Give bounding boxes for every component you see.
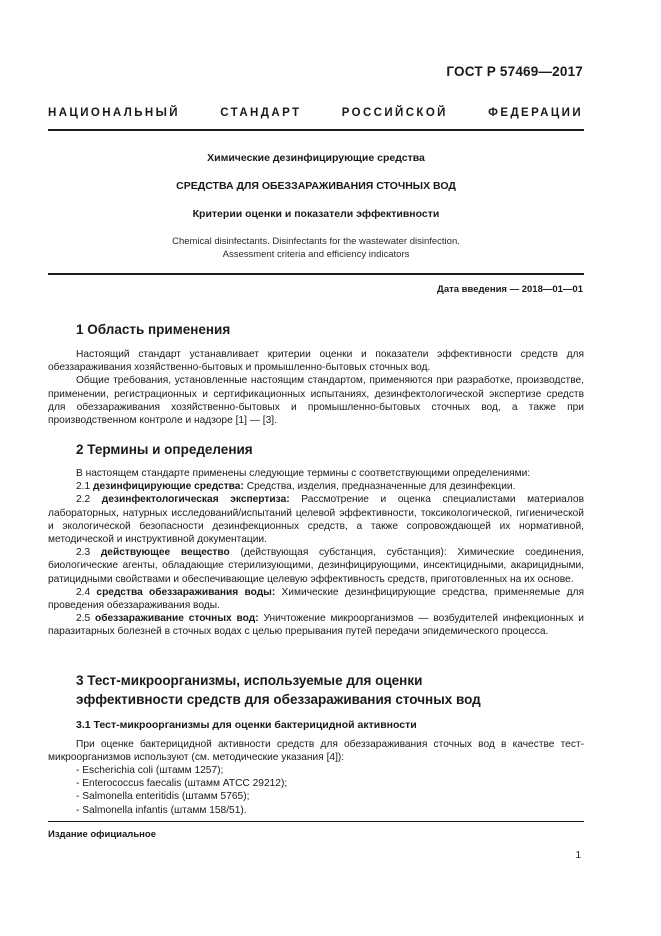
english-title-line: Chemical disinfectants. Disinfectants for the wastewater disinfection. xyxy=(172,236,460,247)
term-number: 2.1 xyxy=(76,481,91,493)
term-definition: Уничтожение микроорганизмов — возбудителей инфекционных и паразитарных болезней в сточных водах с целью прерывания путей передачи эпидемического процесса. xyxy=(48,613,584,638)
section-3-body xyxy=(48,738,584,764)
term-definition: Средства, изделия, предназначенные для дезинфекции. xyxy=(246,481,516,493)
organism-name: Salmonella enteritidis xyxy=(82,791,180,803)
term-number: 2.4 xyxy=(76,586,91,598)
national-standard-banner: НАЦИОНАЛЬНЫЙ СТАНДАРТ РОССИЙСКОЙ ФЕДЕРАЦИИ xyxy=(48,107,583,119)
paragraph: В настоящем стандарте применены следующие термины с соответствующими определениями: xyxy=(76,468,531,479)
term: дезинфектологическая экспертиза: xyxy=(101,494,290,506)
list-item: - Enterococcus faecalis (штамм ATCC 29212); xyxy=(76,778,288,790)
document-code: ГОСТ Р 57469—2017 xyxy=(446,64,583,79)
term-entry xyxy=(48,493,584,546)
organism-strain: (штамм 1257); xyxy=(155,765,224,776)
term-number: 2.3 xyxy=(76,547,91,559)
main-title: СРЕДСТВА ДЛЯ ОБЕЗЗАРАЖИВАНИЯ СТОЧНЫХ ВОД xyxy=(176,180,456,192)
paragraph: Настоящий стандарт устанавливает критерии оценки и показатели эффективности средств для обеззараживания хозяйственно-бытовых и промышленно-бытовых сточных вод. xyxy=(48,349,584,374)
list-item: - Escherichia coli (штамм 1257); xyxy=(76,765,224,776)
organism-name: Escherichia coli xyxy=(82,765,154,776)
header-rule xyxy=(48,129,584,131)
term-entry xyxy=(48,480,584,493)
term-definition: (действующая субстанция, субстанция): Химические соединения, биологические агенты, обладающие стерилизующими, дезинфицирующими, инсектицидными, акарицидными, ратицидными свойствами и обеспечивающие целевую эффективность средств, приготовленных на их основе. xyxy=(48,547,584,585)
term-definition: Химические дезинфицирующие средства, применяемые для проведения обеззараживания воды. xyxy=(48,586,584,612)
section-1-heading: 1 Область применения xyxy=(76,322,231,337)
term-number: 2.5 xyxy=(76,613,91,625)
list-item: - Salmonella enteritidis (штамм 5765); xyxy=(76,791,250,803)
section-3-heading-line: 3 Тест-микроорганизмы, используемые для оценки xyxy=(76,673,423,688)
term: дезинфицирующие средства: xyxy=(93,481,244,493)
subsection-3-1-heading: 3.1 Тест-микроорганизмы для оценки бактерицидной активности xyxy=(76,719,417,731)
english-title-line: Assessment criteria and efficiency indicators xyxy=(222,249,410,260)
organism-name: Salmonella infantis xyxy=(82,804,168,816)
paragraph: При оценке бактерицидной активности средств для обеззараживания сточных вод в качестве тест-микроорганизмов используют (см. методические указания [4]): xyxy=(48,739,584,764)
paragraph: Общие требования, установленные настоящим стандартом, применяются при разработке, производстве, применении, регистрационных и сертификационных испытаниях, дезинфектологической экспертизе средств для обеззараживания хозяйственно-бытовых и промышленно-бытовых сточных вод, а также при производственном контроле и надзоре [1] — [3]. xyxy=(48,375,584,427)
title-rule xyxy=(48,273,584,275)
organism-strain: (штамм 158/51). xyxy=(170,804,247,816)
page-number: 1 xyxy=(575,850,581,861)
organism-strain: (штамм 5765); xyxy=(181,791,250,803)
introduction-date: Дата введения — 2018—01—01 xyxy=(437,284,583,295)
sub-title: Критерии оценки и показатели эффективности xyxy=(192,208,440,220)
term-definition: Рассмотрение и оценка специалистами материалов лабораторных, натурных исследований/испытаний целевой эффективности, токсикологической, гигиенической и экологической безопасности дезинфекционных средств, а также сопровождающей их нормативной, методической и инструктивной документации. xyxy=(48,494,584,546)
term-entry xyxy=(48,586,584,612)
organism-name: Enterococcus faecalis xyxy=(82,778,182,790)
footer-rule xyxy=(48,821,584,822)
term-entry xyxy=(48,546,584,586)
section-1-body xyxy=(48,348,584,427)
section-2-heading: 2 Термины и определения xyxy=(76,442,253,457)
term-number: 2.2 xyxy=(76,494,91,506)
group-title: Химические дезинфицирующие средства xyxy=(207,152,425,164)
term-entry xyxy=(48,612,584,638)
section-2-body xyxy=(48,467,584,639)
list-item: - Salmonella infantis (штамм 158/51). xyxy=(76,804,247,816)
term: обеззараживание сточных вод: xyxy=(95,613,259,625)
english-title xyxy=(48,235,584,261)
section-3-heading xyxy=(76,671,481,709)
term: действующее вещество xyxy=(100,547,230,559)
term: средства обеззараживания воды: xyxy=(96,586,276,598)
section-3-heading-line: эффективности средств для обеззараживания сточных вод xyxy=(76,692,481,707)
official-edition-label: Издание официальное xyxy=(48,829,156,840)
organism-list xyxy=(76,764,287,817)
organism-strain: (штамм ATCC 29212); xyxy=(184,778,288,790)
